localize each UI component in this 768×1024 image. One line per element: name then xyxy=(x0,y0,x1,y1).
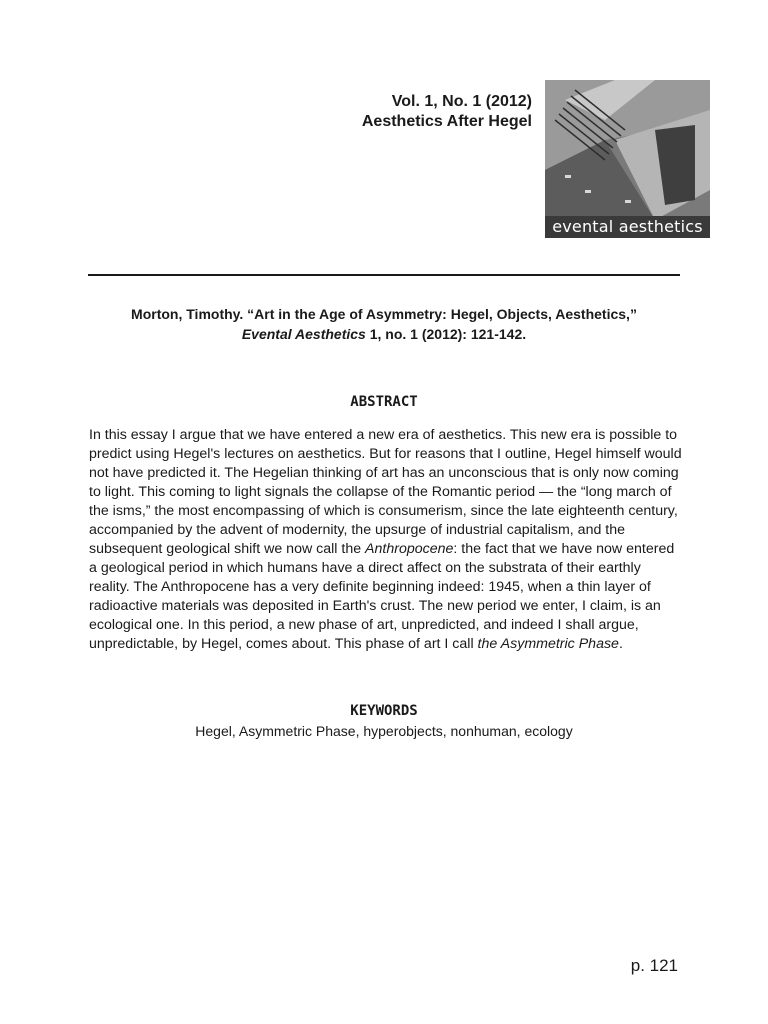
abstract-term-anthropocene: Anthropocene xyxy=(365,541,454,557)
cover-brand-text: evental aesthetics xyxy=(545,216,710,238)
journal-header xyxy=(362,92,532,132)
abstract-heading: ABSTRACT xyxy=(350,394,418,410)
keywords-list: Hegel, Asymmetric Phase, hyperobjects, nonhuman, ecology xyxy=(195,723,573,739)
citation-line-1: Morton, Timothy. “Art in the Age of Asymmetry: Hegel, Objects, Aesthetics,” xyxy=(131,306,637,322)
abstract-end: . xyxy=(618,636,623,652)
volume-line: Vol. 1, No. 1 (2012) xyxy=(391,93,532,110)
citation-line-2 xyxy=(88,324,680,344)
citation-journal: Evental Aesthetics xyxy=(241,326,366,342)
abstract-text xyxy=(89,426,683,654)
journal-cover-image xyxy=(545,80,710,238)
abstract-part-2: : the fact that we have now entered a geological period in which humans have a direct affect on the substrata of their earthly reality. The Anthropocene has a very definite beginning indeed: 1945, when a thin layer of radioactive materials was deposited in Earth's crust. The new period we enter, I claim, is an ecological one. In this period, a new phase of art, unpredicted, and indeed I shall argue, unpredictable, by Hegel, comes about. This phase of art I call xyxy=(89,541,675,652)
abstract-term-asymmetric: the Asymmetric Phase xyxy=(477,636,619,652)
citation-details: 1, no. 1 (2012): 121-142. xyxy=(365,326,527,342)
citation xyxy=(88,304,680,344)
keywords-heading: KEYWORDS xyxy=(350,703,418,719)
issue-title: Aesthetics After Hegel xyxy=(361,113,532,130)
cover-photo xyxy=(545,80,710,238)
page-number: p. 121 xyxy=(630,956,678,975)
abstract-part-1: In this essay I argue that we have entered a new era of aesthetics. This new era is possible to predict using Hegel's lectures on aesthetics. But for reasons that I outline, Hegel himself would not have predicted it. The Hegelian thinking of art has an unconscious that is only now coming to light. This coming to light signals the collapse of the Romantic period — the “long march of the isms,” the most encompassing of which is consumerism, since the late eighteenth century, accompanied by the advent of modernity, the upsurge of industrial capitalism, and the subsequent geological shift we now call the xyxy=(89,427,682,557)
header-divider xyxy=(88,274,680,276)
